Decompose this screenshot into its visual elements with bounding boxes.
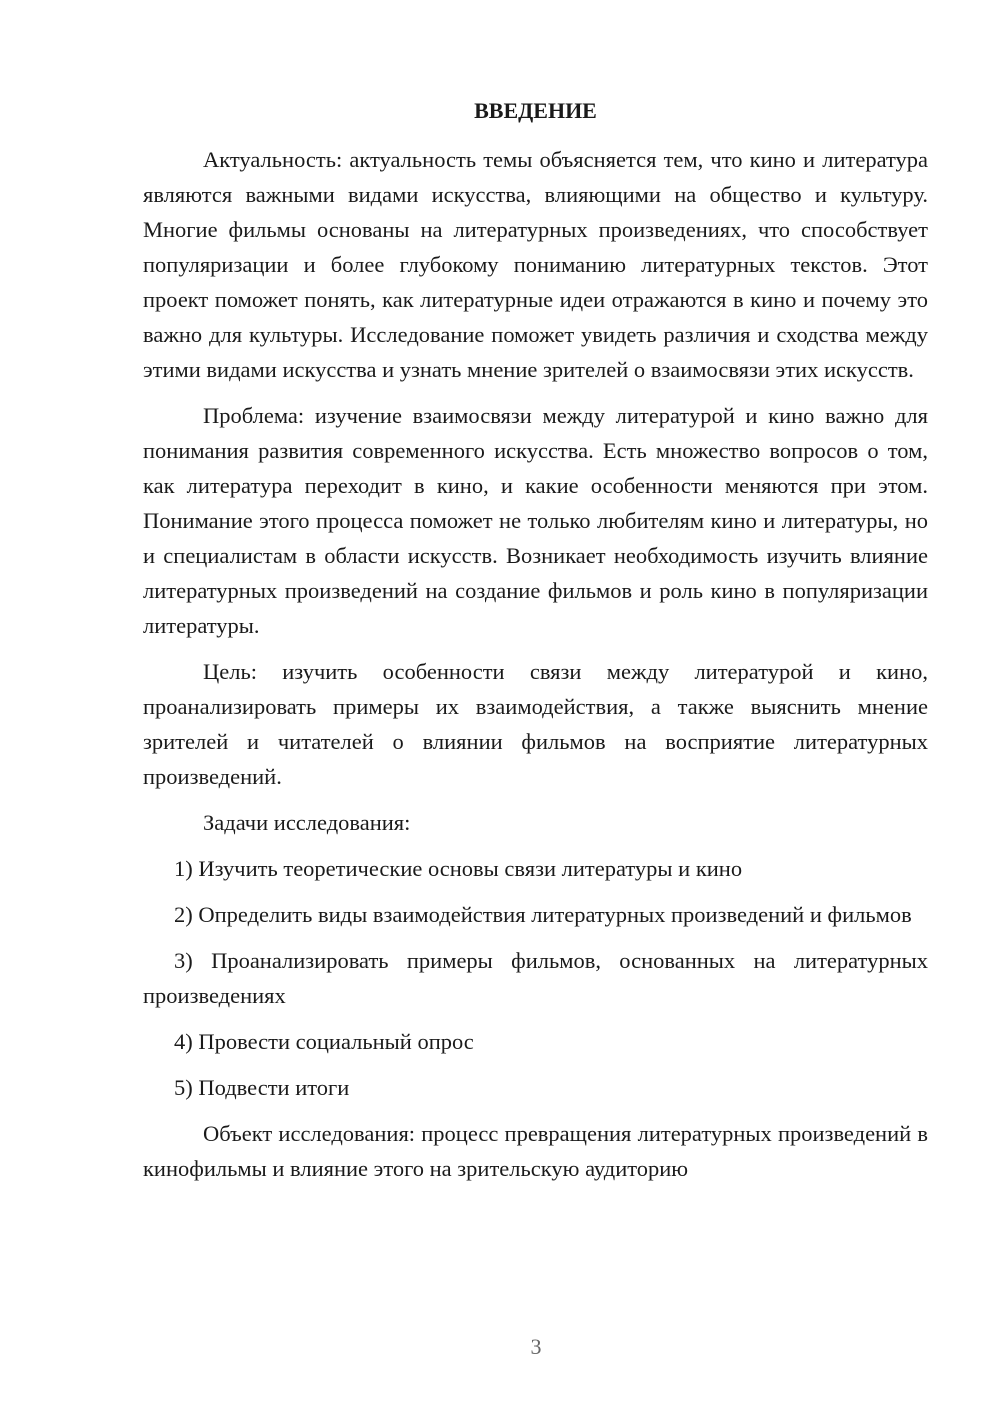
paragraph-goal: Цель: изучить особенности связи между литературой и кино, проанализировать примеры их взаимодействия, а также выяснить мнение зрителей и читателей о влиянии фильмов на восприятие литературных произведений. — [143, 659, 928, 789]
paragraph-relevance: Актуальность: актуальность темы объясняется тем, что кино и литература являются важными видами искусства, влияющими на общество и культуру. Многие фильмы основаны на литературных произведениях, что способствует популяризации и более глубокому пониманию литературных текстов. Этот проект поможет понять, как литературные идеи отражаются в кино и почему это важно для культуры. Исследование поможет увидеть различия и сходства между этими видами искусства и узнать мнение зрителей о взаимосвязи этих искусств. — [143, 147, 928, 382]
task-item-2: 2) Определить виды взаимодействия литературных произведений и фильмов — [174, 902, 912, 927]
task-item-1: 1) Изучить теоретические основы связи литературы и кино — [174, 856, 743, 881]
paragraph-tasks-heading: Задачи исследования: — [203, 810, 411, 835]
task-item-3: 3) Проанализировать примеры фильмов, основанных на литературных произведениях — [143, 948, 928, 1008]
task-item-5: 5) Подвести итоги — [174, 1075, 350, 1100]
page-number: 3 — [530, 1334, 542, 1359]
section-heading: ВВЕДЕНИЕ — [474, 98, 597, 123]
paragraph-problem: Проблема: изучение взаимосвязи между литературой и кино важно для понимания развития современного искусства. Есть множество вопросов о том, как литература переходит в кино, и какие особенности меняются при этом. Понимание этого процесса поможет не только любителям кино и литературы, но и специалистам в области искусств. Возникает необходимость изучить влияние литературных произведений на создание фильмов и роль кино в популяризации литературы. — [143, 403, 928, 638]
paragraph-object: Объект исследования: процесс превращения литературных произведений в кинофильмы и влияние этого на зрительскую аудиторию — [143, 1121, 928, 1181]
document-body — [143, 142, 928, 1197]
task-item-4: 4) Провести социальный опрос — [174, 1029, 474, 1054]
